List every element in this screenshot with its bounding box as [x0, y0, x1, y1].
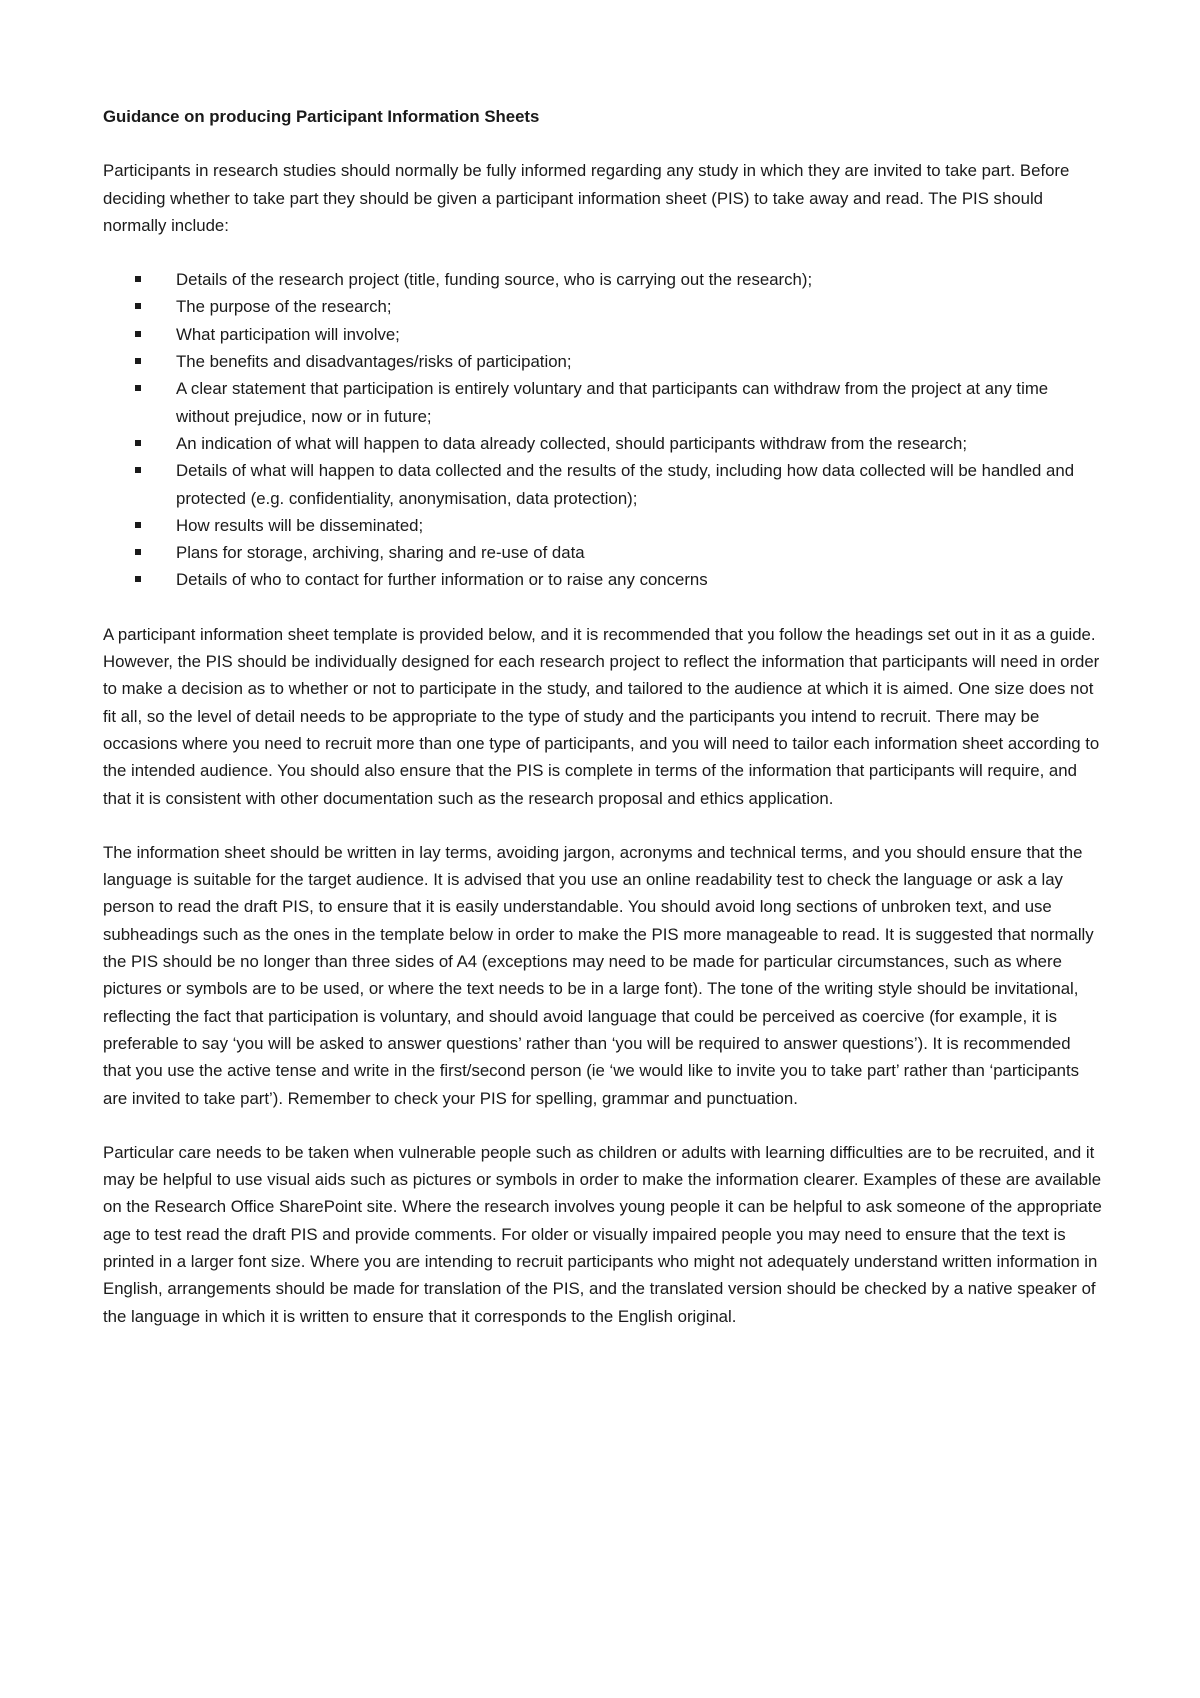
document-page — [103, 103, 1103, 1357]
template-guidance-paragraph: A participant information sheet template is provided below, and it is recommended that you follow the headings set out in it as a guide. However, the PIS should be individually designed for each research project to reflect the information that participants will need in order to make a decision as to whether or not to participate in the study, and tailored to the audience at which it is aimed. One size does not fit all, so the level of detail needs to be appropriate to the type of study and the participants you intend to recruit. There may be occasions where you need to recruit more than one type of participants, and you will need to tailor each information sheet according to the intended audience. You should also ensure that the PIS is complete in terms of the information that participants will require, and that it is consistent with other documentation such as the research proposal and ethics application. — [103, 624, 1100, 808]
list-item-text: The benefits and disadvantages/risks of participation; — [176, 352, 572, 372]
bullet-icon — [135, 549, 141, 555]
bullet-icon — [135, 385, 141, 391]
list-item — [103, 266, 1103, 293]
bullet-icon — [135, 331, 141, 337]
list-item-text: What participation will involve; — [176, 324, 400, 344]
list-item — [103, 293, 1103, 320]
list-item — [103, 512, 1103, 539]
bullet-icon — [135, 576, 141, 582]
list-item — [103, 321, 1103, 348]
list-item-text: Details of what will happen to data collected and the results of the study, including how data collected will be handled and protected (e.g. confidentiality, anonymisation, data protection); — [176, 461, 1075, 508]
list-item-text: Details of the research project (title, funding source, who is carrying out the research); — [176, 270, 813, 290]
list-item-text: A clear statement that participation is entirely voluntary and that participants can withdraw from the project at any time without prejudice, now or in future; — [176, 379, 1049, 426]
list-item-text: How results will be disseminated; — [176, 515, 424, 535]
list-item-text: Plans for storage, archiving, sharing and re-use of data — [176, 543, 585, 563]
list-item — [103, 457, 1103, 512]
list-item — [103, 430, 1103, 457]
bullet-icon — [135, 440, 141, 446]
list-item — [103, 348, 1103, 375]
requirements-list — [103, 266, 1103, 594]
document-title: Guidance on producing Participant Information Sheets — [103, 107, 540, 126]
list-item — [103, 566, 1103, 593]
list-item — [103, 539, 1103, 566]
language-guidance-paragraph: The information sheet should be written in lay terms, avoiding jargon, acronyms and technical terms, and you should ensure that the language is suitable for the target audience. It is advised that you use an online readability test to check the language or ask a lay person to read the draft PIS, to ensure that it is easily understandable. You should avoid long sections of unbroken text, and use subheadings such as the ones in the template below in order to make the PIS more manageable to read. It is suggested that normally the PIS should be no longer than three sides of A4 (exceptions may need to be made for particular circumstances, such as where pictures or symbols are to be used, or where the text needs to be in a large font). The tone of the writing style should be invitational, reflecting the fact that participation is voluntary, and should avoid language that could be perceived as coercive (for example, it is preferable to say ‘you will be asked to answer questions’ rather than ‘you will be required to answer questions’). It is recommended that you use the active tense and write in the first/second person (ie ‘we would like to invite you to take part’ rather than ‘participants are invited to take part’). Remember to check your PIS for spelling, grammar and punctuation. — [103, 842, 1094, 1108]
list-item-text: The purpose of the research; — [176, 297, 392, 317]
intro-paragraph: Participants in research studies should normally be fully informed regarding any study in which they are invited to take part. Before deciding whether to take part they should be given a participant information sheet (PIS) to take away and read. The PIS should normally include: — [103, 161, 1070, 235]
bullet-icon — [135, 467, 141, 473]
bullet-icon — [135, 303, 141, 309]
list-item-text: An indication of what will happen to data already collected, should participants withdraw from the research; — [176, 433, 968, 453]
bullet-icon — [135, 522, 141, 528]
vulnerable-participants-paragraph: Particular care needs to be taken when vulnerable people such as children or adults with learning difficulties are to be recruited, and it may be helpful to use visual aids such as pictures or symbols in order to make the information clearer. Examples of these are available on the Research Office SharePoint site. Where the research involves young people it can be helpful to ask someone of the appropriate age to test read the draft PIS and provide comments. For older or visually impaired people you may need to ensure that the text is printed in a larger font size. Where you are intending to recruit participants who might not adequately understand written information in English, arrangements should be made for translation of the PIS, and the translated version should be checked by a native speaker of the language in which it is written to ensure that it corresponds to the English original. — [103, 1142, 1102, 1326]
list-item-text: Details of who to contact for further information or to raise any concerns — [176, 570, 708, 590]
bullet-icon — [135, 358, 141, 364]
list-item — [103, 375, 1103, 430]
bullet-icon — [135, 276, 141, 282]
